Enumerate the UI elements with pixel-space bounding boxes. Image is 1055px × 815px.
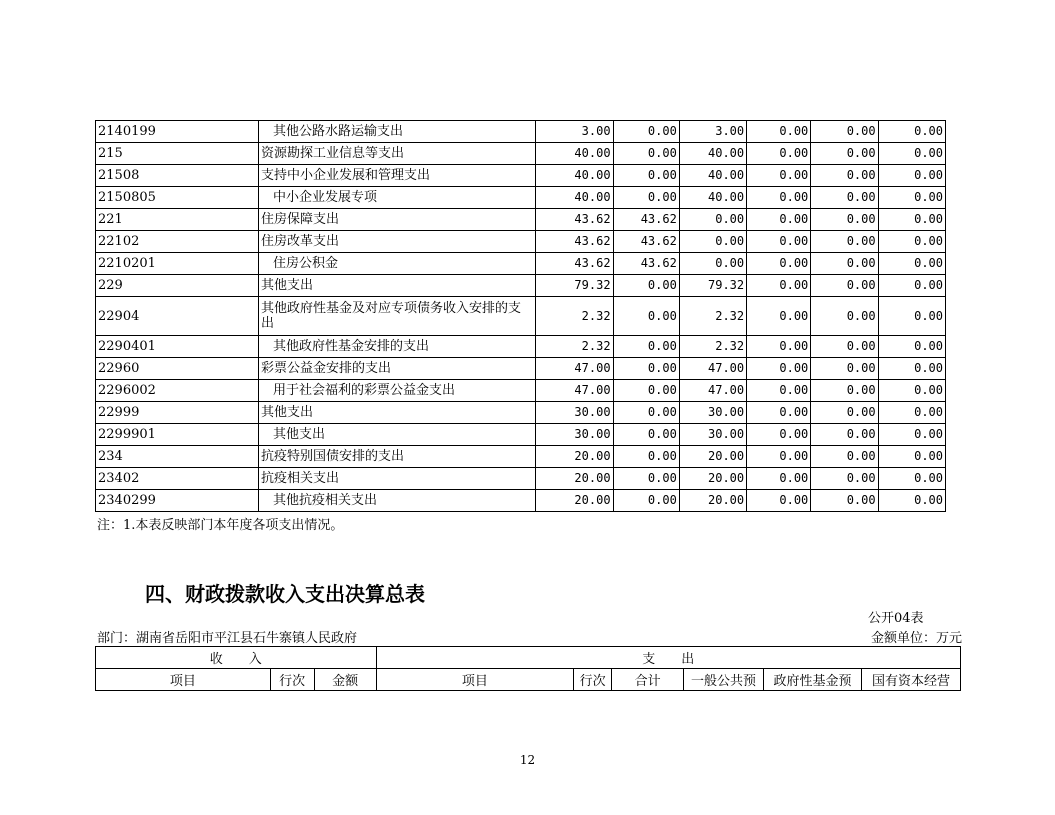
row-value-cell: 40.00	[679, 165, 746, 187]
table-row	[96, 297, 946, 336]
row-value-cell: 0.00	[811, 187, 878, 209]
row-value-cell: 0.00	[613, 187, 679, 209]
row-code-cell: 2340299	[96, 490, 259, 512]
row-value-cell: 0.00	[878, 380, 945, 402]
row-value-cell: 0.00	[878, 121, 945, 143]
row-value-cell: 0.00	[747, 402, 811, 424]
page-number: 12	[519, 753, 536, 767]
row-name-cell: 其他政府性基金安排的支出	[259, 336, 536, 358]
row-value-cell: 2.32	[535, 336, 613, 358]
row-code-cell: 22960	[96, 358, 259, 380]
row-value-cell: 0.00	[878, 424, 945, 446]
row-value-cell: 0.00	[811, 424, 878, 446]
row-value-cell: 0.00	[811, 446, 878, 468]
table-row	[96, 143, 946, 165]
row-value-cell: 20.00	[679, 490, 746, 512]
row-value-cell: 2.32	[535, 297, 613, 336]
income-amount-header: 金额	[314, 669, 376, 691]
table-row	[96, 275, 946, 297]
income-row-no-header: 行次	[270, 669, 314, 691]
row-value-cell: 40.00	[535, 187, 613, 209]
row-code-cell: 215	[96, 143, 259, 165]
table-row	[96, 380, 946, 402]
row-value-cell: 20.00	[535, 490, 613, 512]
row-value-cell: 0.00	[811, 121, 878, 143]
table-row	[96, 468, 946, 490]
row-value-cell: 20.00	[535, 446, 613, 468]
row-value-cell: 43.62	[535, 231, 613, 253]
row-value-cell: 0.00	[613, 121, 679, 143]
expense-item-header: 项目	[376, 669, 574, 691]
row-name-cell: 彩票公益金安排的支出	[259, 358, 536, 380]
row-value-cell: 30.00	[535, 402, 613, 424]
row-value-cell: 0.00	[613, 143, 679, 165]
row-value-cell: 0.00	[613, 275, 679, 297]
table-row	[96, 336, 946, 358]
row-value-cell: 0.00	[878, 209, 945, 231]
row-value-cell: 2.32	[679, 336, 746, 358]
row-name-cell: 其他公路水路运输支出	[259, 121, 536, 143]
row-value-cell: 47.00	[679, 380, 746, 402]
row-name-cell: 其他政府性基金及对应专项债务收入安排的支出	[259, 297, 536, 336]
row-value-cell: 0.00	[747, 358, 811, 380]
row-name-cell: 其他抗疫相关支出	[259, 490, 536, 512]
row-value-cell: 40.00	[535, 143, 613, 165]
row-value-cell: 79.32	[679, 275, 746, 297]
row-value-cell: 0.00	[747, 468, 811, 490]
income-item-header: 项目	[96, 669, 271, 691]
row-value-cell: 0.00	[878, 253, 945, 275]
table-row	[96, 209, 946, 231]
row-value-cell: 0.00	[613, 165, 679, 187]
row-value-cell: 0.00	[613, 336, 679, 358]
row-value-cell: 0.00	[747, 209, 811, 231]
row-code-cell: 2290401	[96, 336, 259, 358]
row-value-cell: 0.00	[878, 490, 945, 512]
row-value-cell: 0.00	[878, 402, 945, 424]
row-value-cell: 47.00	[535, 358, 613, 380]
row-value-cell: 0.00	[878, 165, 945, 187]
table-row	[96, 490, 946, 512]
state-capital-header: 国有资本经营	[862, 669, 961, 691]
row-code-cell: 23402	[96, 468, 259, 490]
summary-column-header-row	[96, 669, 961, 691]
row-value-cell: 0.00	[613, 490, 679, 512]
row-value-cell: 0.00	[878, 231, 945, 253]
row-value-cell: 0.00	[878, 297, 945, 336]
row-code-cell: 2296002	[96, 380, 259, 402]
row-name-cell: 抗疫特别国债安排的支出	[259, 446, 536, 468]
row-code-cell: 2299901	[96, 424, 259, 446]
table-row	[96, 402, 946, 424]
row-value-cell: 0.00	[613, 424, 679, 446]
table-row	[96, 187, 946, 209]
table-row	[96, 165, 946, 187]
expense-detail-table	[95, 120, 946, 512]
row-value-cell: 0.00	[811, 358, 878, 380]
row-value-cell: 40.00	[535, 165, 613, 187]
table-row	[96, 424, 946, 446]
row-value-cell: 0.00	[747, 297, 811, 336]
row-value-cell: 20.00	[679, 446, 746, 468]
row-name-cell: 抗疫相关支出	[259, 468, 536, 490]
row-value-cell: 0.00	[747, 490, 811, 512]
row-value-cell: 0.00	[747, 446, 811, 468]
row-value-cell: 0.00	[878, 358, 945, 380]
row-value-cell: 43.62	[613, 253, 679, 275]
row-value-cell: 0.00	[811, 143, 878, 165]
row-value-cell: 0.00	[613, 358, 679, 380]
row-value-cell: 0.00	[747, 253, 811, 275]
expense-group-header: 支 出	[376, 647, 960, 669]
row-value-cell: 0.00	[811, 336, 878, 358]
row-value-cell: 0.00	[613, 468, 679, 490]
amount-unit-label: 金额单位：万元	[871, 631, 963, 646]
row-value-cell: 43.62	[535, 253, 613, 275]
table-row	[96, 446, 946, 468]
row-value-cell: 47.00	[535, 380, 613, 402]
row-value-cell: 0.00	[679, 209, 746, 231]
row-value-cell: 0.00	[613, 446, 679, 468]
table-note: 注：1.本表反映部门本年度各项支出情况。	[97, 518, 344, 533]
row-value-cell: 0.00	[878, 468, 945, 490]
department-label: 部门：湖南省岳阳市平江县石牛寨镇人民政府	[97, 631, 358, 646]
row-value-cell: 79.32	[535, 275, 613, 297]
table-row	[96, 253, 946, 275]
row-code-cell: 22999	[96, 402, 259, 424]
row-value-cell: 0.00	[811, 231, 878, 253]
table-number: 公开04表	[868, 611, 924, 626]
row-name-cell: 其他支出	[259, 424, 536, 446]
row-value-cell: 40.00	[679, 143, 746, 165]
row-value-cell: 20.00	[679, 468, 746, 490]
row-value-cell: 0.00	[679, 253, 746, 275]
row-name-cell: 其他支出	[259, 275, 536, 297]
row-value-cell: 0.00	[747, 275, 811, 297]
row-value-cell: 0.00	[747, 231, 811, 253]
row-value-cell: 43.62	[613, 209, 679, 231]
row-value-cell: 0.00	[878, 143, 945, 165]
row-value-cell: 0.00	[747, 424, 811, 446]
row-value-cell: 0.00	[811, 297, 878, 336]
row-name-cell: 住房改革支出	[259, 231, 536, 253]
row-name-cell: 其他支出	[259, 402, 536, 424]
row-value-cell: 0.00	[811, 209, 878, 231]
table-row	[96, 121, 946, 143]
row-value-cell: 47.00	[679, 358, 746, 380]
row-value-cell: 0.00	[747, 121, 811, 143]
row-value-cell: 30.00	[535, 424, 613, 446]
row-code-cell: 2140199	[96, 121, 259, 143]
row-value-cell: 43.62	[613, 231, 679, 253]
fiscal-summary-table	[95, 646, 961, 691]
gov-fund-budget-header: 政府性基金预	[764, 669, 862, 691]
row-name-cell: 资源勘探工业信息等支出	[259, 143, 536, 165]
section-title: 四、财政拨款收入支出决算总表	[145, 582, 425, 606]
row-code-cell: 229	[96, 275, 259, 297]
row-code-cell: 234	[96, 446, 259, 468]
row-value-cell: 0.00	[811, 380, 878, 402]
row-value-cell: 0.00	[878, 446, 945, 468]
expense-total-header: 合计	[612, 669, 684, 691]
summary-group-header-row	[96, 647, 961, 669]
row-value-cell: 43.62	[535, 209, 613, 231]
row-value-cell: 3.00	[679, 121, 746, 143]
row-code-cell: 22102	[96, 231, 259, 253]
expense-row-no-header: 行次	[574, 669, 612, 691]
row-value-cell: 0.00	[811, 402, 878, 424]
row-code-cell: 2210201	[96, 253, 259, 275]
row-name-cell: 中小企业发展专项	[259, 187, 536, 209]
row-value-cell: 0.00	[878, 187, 945, 209]
row-value-cell: 0.00	[679, 231, 746, 253]
row-value-cell: 0.00	[747, 165, 811, 187]
row-value-cell: 30.00	[679, 402, 746, 424]
row-value-cell: 0.00	[878, 275, 945, 297]
row-name-cell: 住房保障支出	[259, 209, 536, 231]
row-value-cell: 0.00	[747, 336, 811, 358]
row-value-cell: 0.00	[811, 468, 878, 490]
row-value-cell: 2.32	[679, 297, 746, 336]
row-code-cell: 2150805	[96, 187, 259, 209]
row-code-cell: 21508	[96, 165, 259, 187]
row-value-cell: 0.00	[811, 253, 878, 275]
table-row	[96, 231, 946, 253]
row-value-cell: 30.00	[679, 424, 746, 446]
row-name-cell: 支持中小企业发展和管理支出	[259, 165, 536, 187]
row-value-cell: 0.00	[747, 143, 811, 165]
row-value-cell: 0.00	[747, 380, 811, 402]
income-group-header: 收 入	[96, 647, 377, 669]
row-code-cell: 221	[96, 209, 259, 231]
general-budget-header: 一般公共预	[684, 669, 764, 691]
row-value-cell: 0.00	[811, 275, 878, 297]
row-value-cell: 3.00	[535, 121, 613, 143]
row-value-cell: 0.00	[747, 187, 811, 209]
row-value-cell: 0.00	[878, 336, 945, 358]
row-value-cell: 0.00	[811, 490, 878, 512]
row-value-cell: 20.00	[535, 468, 613, 490]
row-value-cell: 0.00	[613, 380, 679, 402]
row-value-cell: 40.00	[679, 187, 746, 209]
row-name-cell: 用于社会福利的彩票公益金支出	[259, 380, 536, 402]
row-value-cell: 0.00	[811, 165, 878, 187]
row-value-cell: 0.00	[613, 402, 679, 424]
row-name-cell: 住房公积金	[259, 253, 536, 275]
table-row	[96, 358, 946, 380]
row-code-cell: 22904	[96, 297, 259, 336]
row-value-cell: 0.00	[613, 297, 679, 336]
